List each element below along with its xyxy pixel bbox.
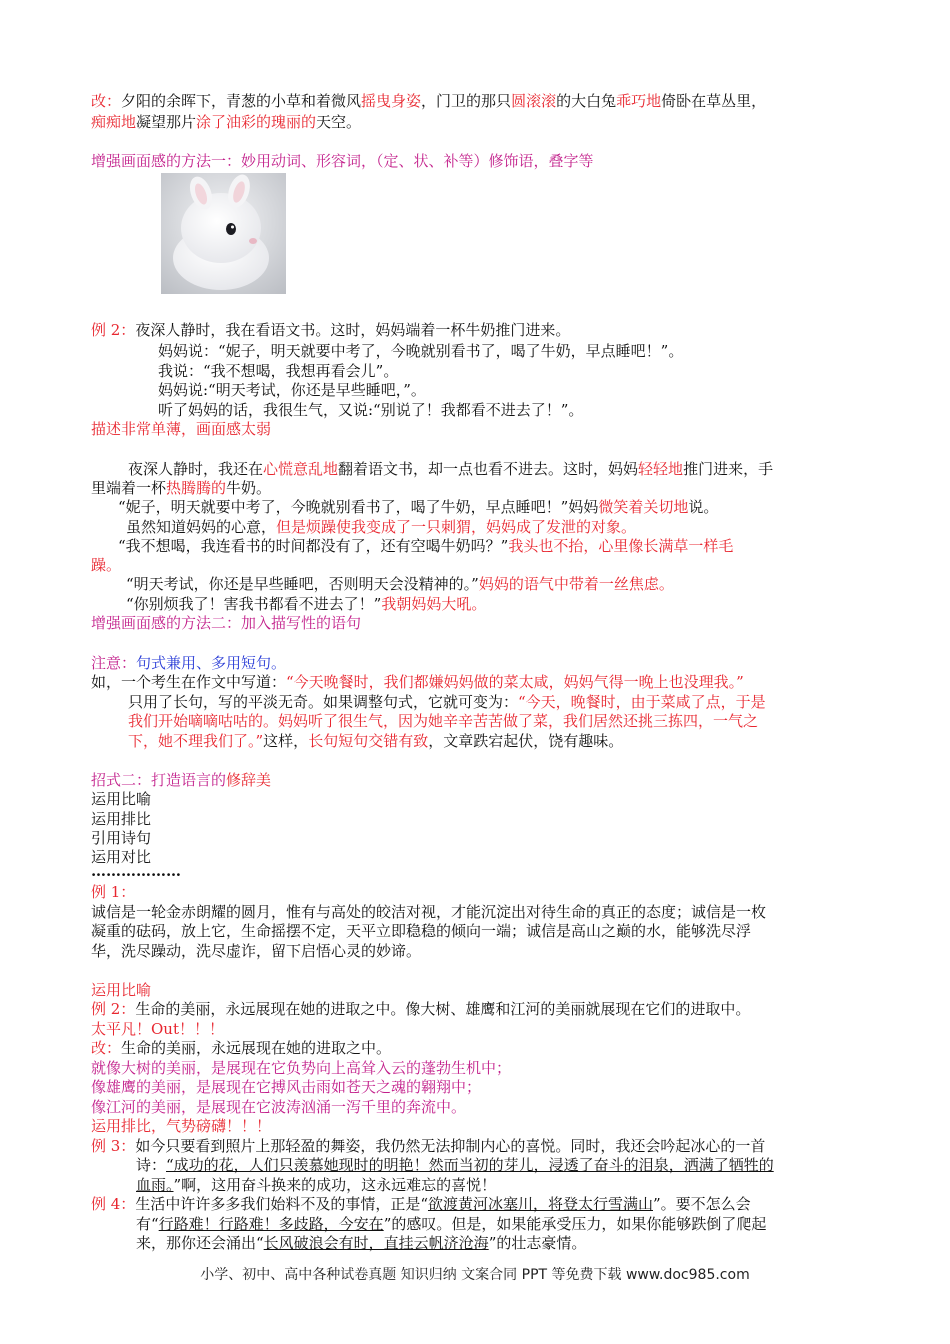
example-2-line-3: 我说：“我不想喝，我想再看会儿”。 [158, 362, 399, 380]
label-gai: 改： [91, 92, 122, 110]
rhetoric-item: 运用比喻 [91, 790, 152, 808]
revised-para-4a: “我不想喝，我连看书的时间都没有了，还有空喝牛奶吗？”我头也不抬，心里像长满草一样毛 [118, 537, 734, 555]
method-one-heading: 增强画面感的方法一：妙用动词、形容词，（定、状、补等）修饰语，叠字等 [91, 152, 594, 170]
white-rabbit-photo [161, 173, 286, 294]
page-footer: 小学、初中、高中各种试卷真题 知识归纳 文案合同 PPT 等免费下载 www.doc985.com [200, 1267, 750, 1283]
revision-line-1: 改：夕阳的余晖下，青葱的小草和着微风摇曳身姿，门卫的那只圆滚滚的大白兔乖巧地倚卧在草丛里， [91, 92, 767, 110]
example-4-line-2: 有“行路难！行路难！多歧路，今安在”的感叹。但是，如果能承受压力，如果你能够跌倒了爬起 [136, 1215, 767, 1233]
revised-para-2: “妮子，明天就要中考了，今晚就别看书了，喝了牛奶，早点睡吧！”妈妈微笑着关切地说。 [118, 498, 719, 516]
parallel-line-3: 像江河的美丽，是展现在它波涛汹涌一泻千里的奔流中。 [91, 1098, 467, 1116]
revised-para-1a: 夜深人静时，我还在心慌意乱地翻着语文书，却一点也看不进去。这时，妈妈轻轻地推门进来，手 [128, 460, 774, 478]
revised-para-3: 虽然知道妈妈的心意，但是烦躁使我变成了一只刺猬，妈妈成了发泄的对象。 [126, 518, 637, 536]
rhetoric-item: 运用排比 [91, 810, 152, 828]
label-example-2: 例 2： [91, 321, 136, 339]
long-short-line-1: 如，一个考生在作文中写道：“今天晚餐时，我们都嫌妈妈做的菜太咸，妈妈气得一晚上也没理我。” [91, 673, 744, 691]
revised-para-4b: 躁。 [91, 556, 122, 574]
example-3-line-1: 例 3：如今只要看到照片上那轻盈的舞姿，我仍然无法抑制内心的喜悦。同时，我还会吟起冰心的一首 [91, 1137, 766, 1155]
example-3-line-3: 血雨。”啊，这用奋斗换来的成功，这永远难忘的喜悦！ [136, 1176, 497, 1194]
example-1-line: 凝重的砝码，放上它，生命摇摆不定，天平立即稳稳的倾向一端；诚信是高山之巅的水，能够洗尽浮 [91, 922, 752, 940]
example-1-label: 例 1： [91, 883, 136, 901]
metaphor-example-2: 例 2：生命的美丽，永远展现在她的进取之中。像大树、雄鹰和江河的美丽就展现在它们的进取中。 [91, 1000, 751, 1018]
example-2-comment: 描述非常单薄，画面感太弱 [91, 420, 272, 438]
move-two-heading: 招式二：打造语言的修辞美 [91, 771, 272, 789]
parallel-summary: 运用排比，气势磅礴！！！ [91, 1117, 272, 1135]
revision-line-2: 痴痴地凝望那片涂了油彩的瑰丽的天空。 [91, 113, 362, 131]
label-note: 注意： [91, 654, 137, 672]
rhetoric-item: 引用诗句 [91, 829, 152, 847]
rhetoric-item: 运用对比 [91, 848, 152, 866]
revised-para-5: “明天考试，你还是早些睡吧，否则明天会没精神的。”妈妈的语气中带着一丝焦虑。 [126, 575, 674, 593]
example-4-line-3: 来，那你还会涌出“长风破浪会有时，直挂云帆济沧海”的壮志豪情。 [136, 1234, 587, 1252]
example-2-line-4: 妈妈说:“明天考试，你还是早些睡吧，”。 [158, 381, 426, 399]
metaphor-revision: 改：生命的美丽，永远展现在她的进取之中。 [91, 1039, 392, 1057]
long-short-line-2: 只用了长句，写的平淡无奇。如果调整句式，它就可变为：“今天，晚餐时，由于菜咸了点，于是 [128, 693, 766, 711]
metaphor-heading: 运用比喻 [91, 981, 152, 999]
parallel-line-1: 就像大树的美丽，是展现在它负势向上高耸入云的蓬勃生机中； [91, 1059, 512, 1077]
long-short-line-4: 下，她不理我们了。”这样，长句短句交错有致，文章跌宕起伏，饶有趣味。 [128, 732, 624, 750]
ellipsis: ……………… [91, 862, 181, 880]
note-line: 注意：句式兼用、多用短句。 [91, 654, 287, 672]
example-4-line-1: 例 4：生活中许许多多我们始料不及的事情，正是“欲渡黄河冰塞川，将登太行雪满山”。要不怎么会 [91, 1195, 751, 1213]
example-2-line-2: 妈妈说：“妮子，明天就要中考了，今晚就别看书了，喝了牛奶，早点睡吧！”。 [158, 342, 684, 360]
revised-para-1b: 里端着一杯热腾腾的牛奶。 [91, 479, 272, 497]
example-2-line-5: 听了妈妈的话，我很生气，又说:“别说了！我都看不进去了！”。 [158, 401, 584, 419]
parallel-line-2: 像雄鹰的美丽，是展现在它搏风击雨如苍天之魂的翱翔中； [91, 1078, 482, 1096]
example-1-line: 诚信是一轮金赤朗耀的圆月，惟有与高处的皎洁对视，才能沉淀出对待生命的真正的态度；诚信是一枚 [91, 903, 767, 921]
revised-para-6: “你别烦我了！害我书都看不进去了！”我朝妈妈大吼。 [126, 595, 487, 613]
long-short-line-3: 我们开始嘀嘀咕咕的。妈妈听了很生气，因为她辛辛苦苦做了菜，我们居然还挑三拣四，一气之 [128, 712, 759, 730]
too-flat-comment: 太平凡！Out！！！ [91, 1020, 224, 1038]
example-3-line-2: 诗：“成功的花，人们只羡慕她现时的明艳！然而当初的芽儿，浸透了奋斗的泪泉，洒满了牺牲的 [136, 1156, 774, 1174]
method-two-heading: 增强画面感的方法二：加入描写性的语句 [91, 614, 362, 632]
example-2-line-1: 例 2：夜深人静时，我在看语文书。这时，妈妈端着一杯牛奶推门进来。 [91, 321, 571, 339]
example-1-line: 华，洗尽躁动，洗尽虚诈，留下启悟心灵的妙谛。 [91, 942, 422, 960]
